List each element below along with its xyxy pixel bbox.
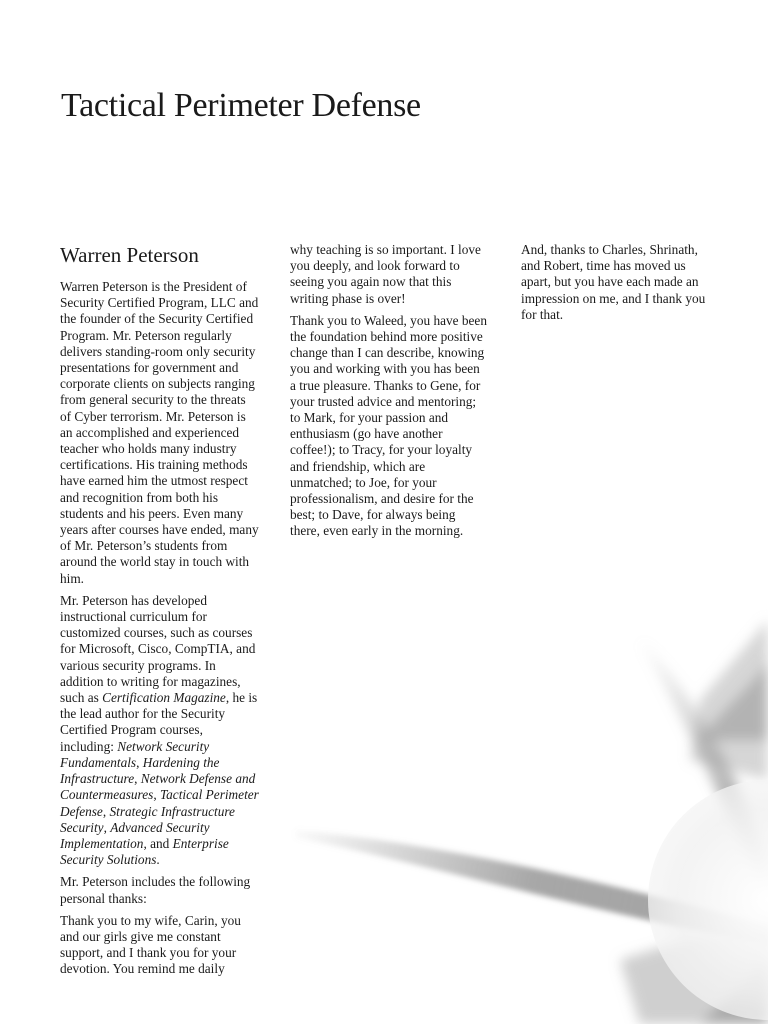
thanks-paragraph-2: Thank you to Waleed, you have been the foundation behind more positive change than I can describe, knowing you and working with you has been a true pleasure. Thanks to Gene, for your trusted advice and mentoring; to Mark, for your passion and enthusiasm (go have another coffee!); to Tracy, for your loyalty and friendship, which are unmatched; to Joe, for your professionalism, and desire for the best; to Dave, for always being there, even early in the morning. (290, 312, 487, 539)
thanks-paragraph-3: And, thanks to Charles, Shrinath, and Robert, time has moved us apart, but you have each made an impression on me, and I thank you for that. (521, 242, 706, 322)
page-title: Tactical Perimeter Defense (61, 87, 421, 124)
author-heading: Warren Peterson (60, 243, 199, 267)
column-2 (290, 242, 488, 546)
thanks-paragraph-1: why teaching is so important. I love you deeply, and look forward to seeing you again now that this writing phase is over! (290, 242, 481, 306)
bio-paragraph-2: Mr. Peterson has developed instructional curriculum for customized courses, such as courses for Microsoft, Cisco, CompTIA, and various security programs. In addition to writing for magazines, such as Certification Magazine, he is the lead author for the Security Certified Program courses, including: Network Security Fundamentals, Hardening the Infrastructure, Network Defense and Countermeasures, Tactical Perimeter Defense, Strategic Infrastructure Security, Advanced Security Implementation, and Enterprise Security Solutions. (60, 592, 259, 868)
bio-paragraph-1: Warren Peterson is the President of Security Certified Program, LLC and the founder of the Security Certified Program. Mr. Peterson regularly delivers standing-room only security presentations for government and corporate clients on subjects ranging from general security to the threats of Cyber terrorism. Mr. Peterson is an accomplished and experienced teacher who holds many industry certifications. His training methods have earned him the utmost respect and recognition from both his students and his peers. Even many years after courses have ended, many of Mr. Peterson’s students from around the world stay in touch with him. (60, 279, 259, 586)
bio-paragraph-4: Thank you to my wife, Carin, you and our girls give me constant support, and I thank you for your devotion. You remind me daily (60, 912, 241, 977)
column-3 (521, 242, 717, 329)
bio-paragraph-3: Mr. Peterson includes the following personal thanks: (60, 874, 251, 906)
column-1 (60, 242, 260, 984)
